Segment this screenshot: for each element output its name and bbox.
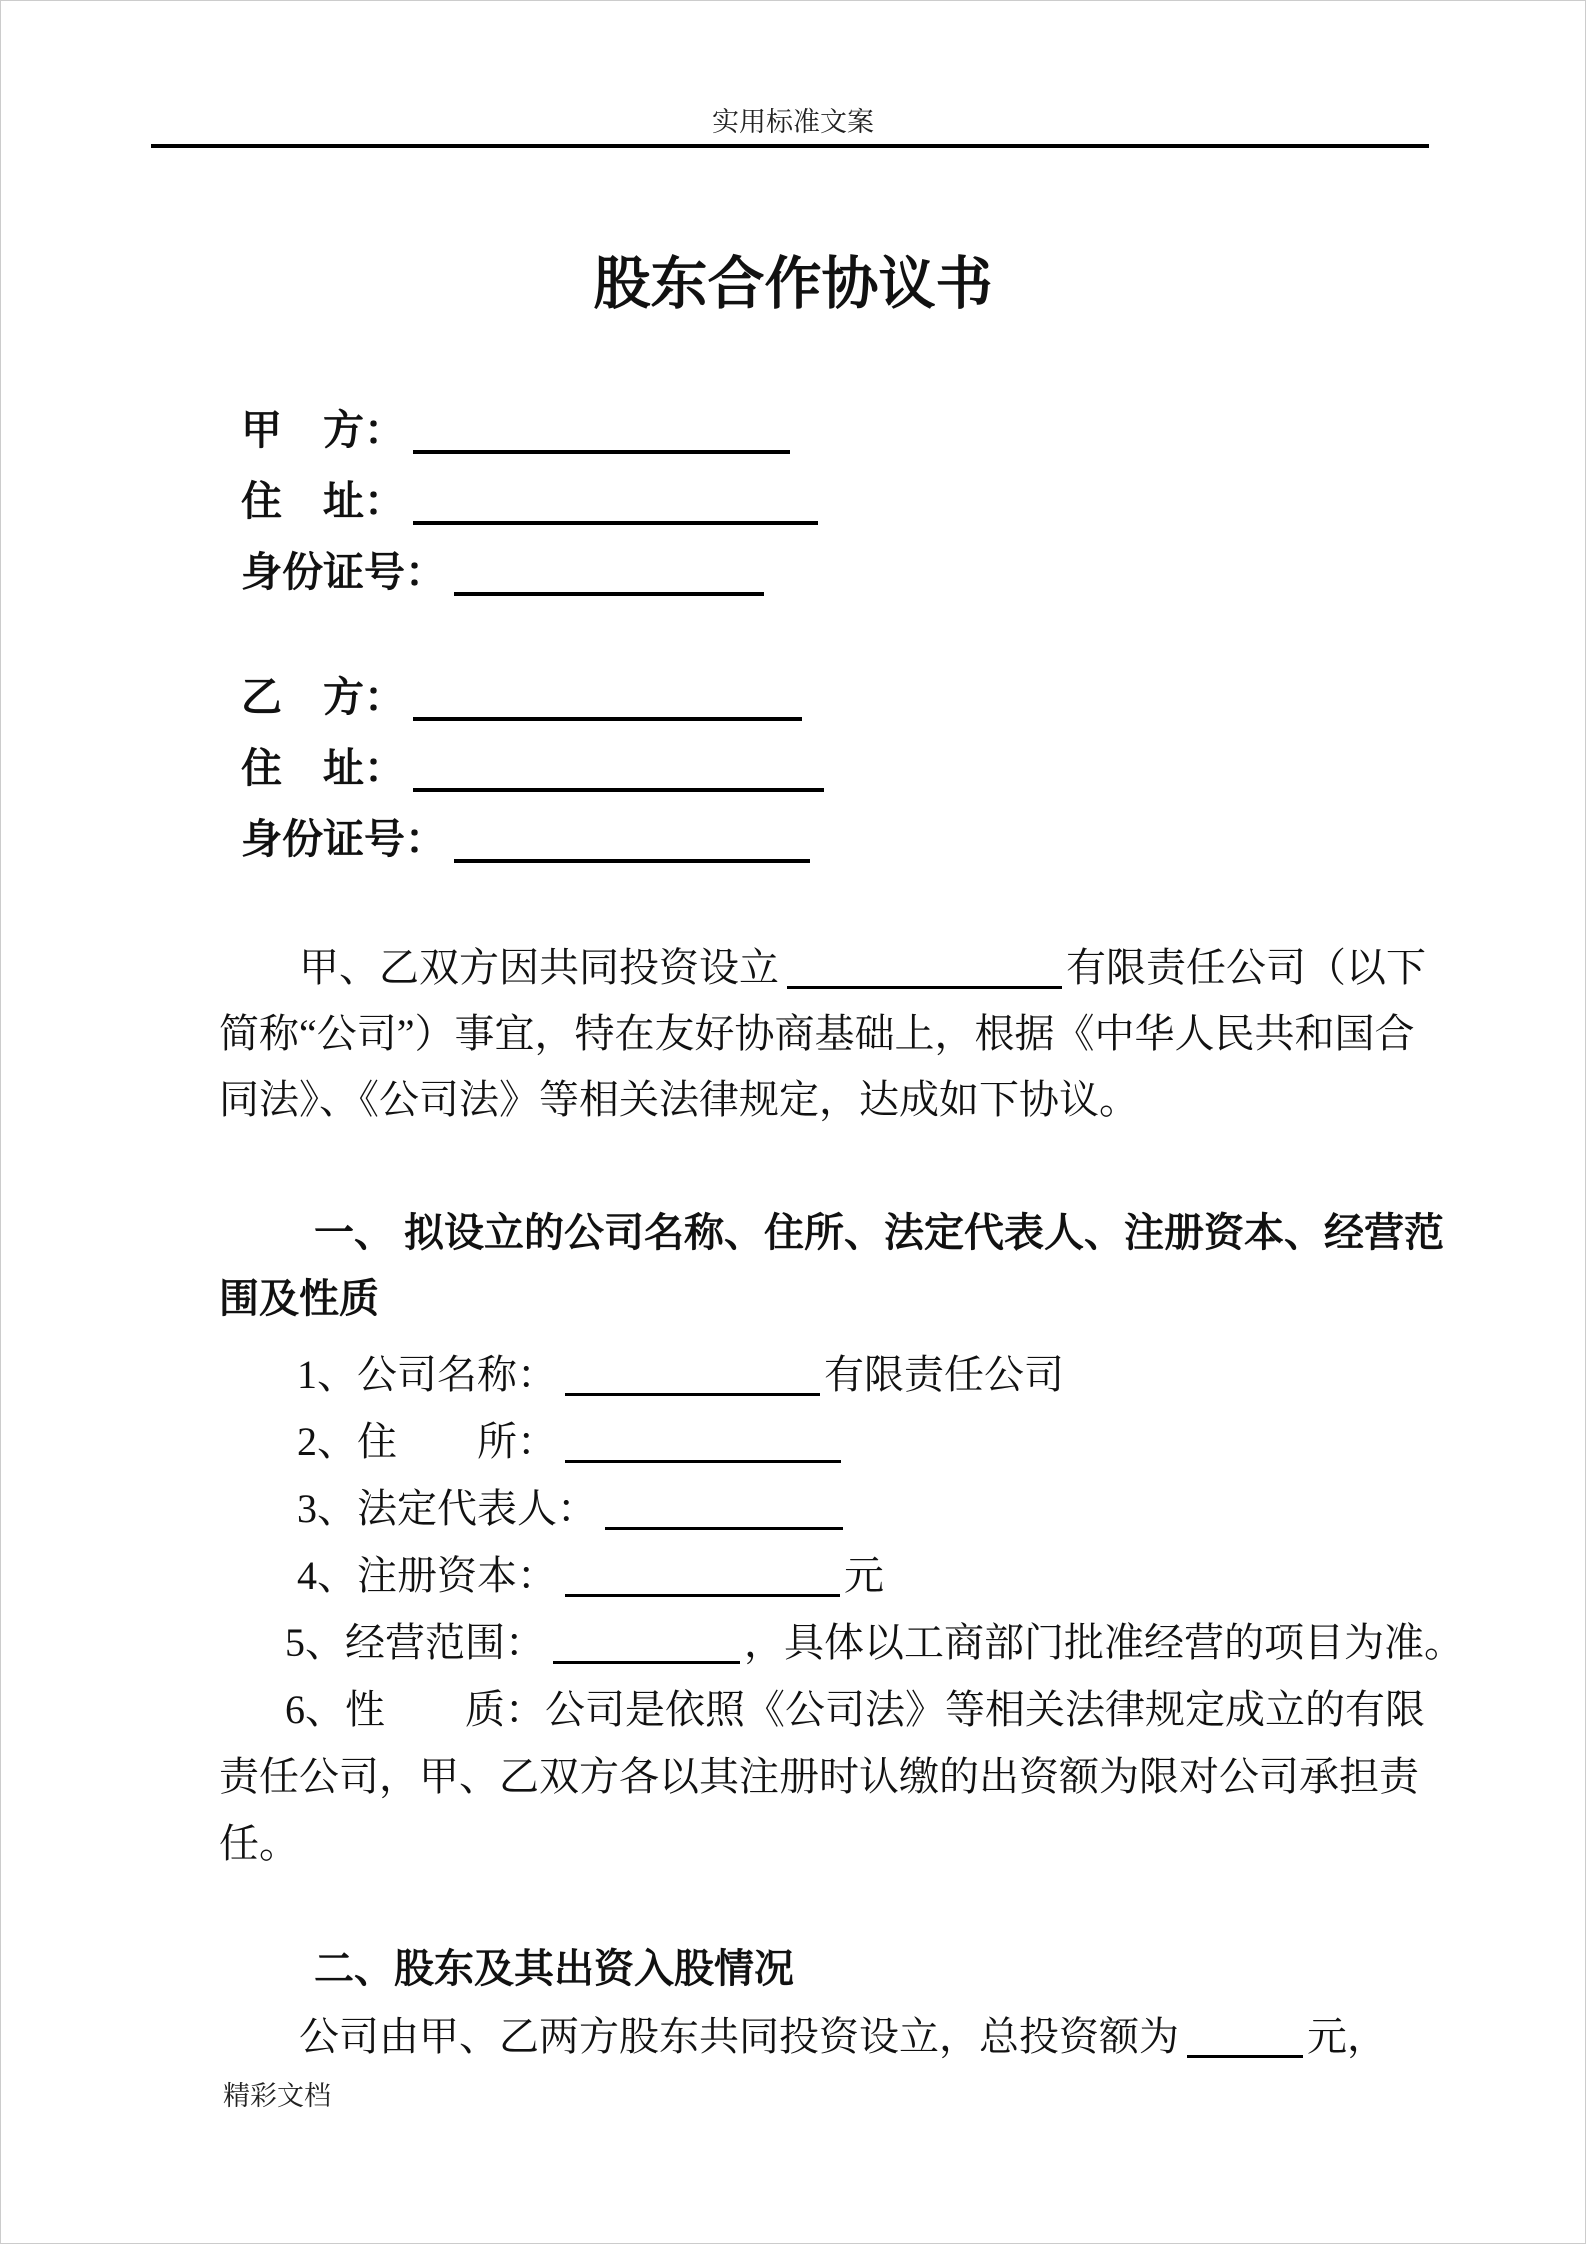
section-2-paragraph: [219, 2003, 1435, 2070]
footer-text: 精彩文档: [223, 2081, 331, 2111]
item-legal-representative-label: 3、法定代表人：: [297, 1486, 597, 1531]
item-company-name: [219, 1341, 1435, 1408]
item-business-scope-label: 5、经营范围：: [285, 1620, 545, 1665]
blank-line: [454, 590, 764, 596]
blank-line: [413, 786, 824, 792]
header-text: 实用标准文案: [712, 107, 874, 137]
blank-line: [413, 715, 802, 721]
document-title: 股东合作协议书: [593, 253, 993, 316]
item-residence: [219, 1408, 1435, 1475]
intro-paragraph: [219, 935, 1435, 1133]
section-1-heading-line-2: 围及性质: [219, 1276, 379, 1321]
section-2-heading: [219, 1935, 1435, 2002]
party-a-block: [241, 395, 822, 608]
page-footer: [223, 2080, 331, 2112]
party-b-name-row: [241, 662, 828, 733]
intro-line-1-pre: 甲、乙双方因共同投资设立: [299, 945, 779, 990]
party-a-address-label: 住 址：: [241, 478, 405, 524]
blank-line: [787, 984, 1062, 989]
item-nature-line-2: 责任公司，甲、乙双方各以其注册时认缴的出资额为限对公司承担责: [219, 1754, 1419, 1799]
party-b-address-label: 住 址：: [241, 745, 405, 791]
section-2-heading-line: 二、股东及其出资入股情况: [314, 1946, 794, 1991]
item-legal-representative: [219, 1475, 1435, 1542]
intro-line-3: 同法》、《公司法》等相关法律规定，达成如下协议。: [219, 1077, 1139, 1122]
item-company-name-label: 1、公司名称：: [297, 1352, 557, 1397]
party-b-id-row: [241, 804, 828, 875]
party-b-id-label: 身份证号：: [241, 816, 446, 862]
blank-line: [1187, 2053, 1303, 2058]
party-a-id-label: 身份证号：: [241, 549, 446, 595]
party-a-name-label: 甲 方：: [241, 407, 405, 453]
party-a-name-row: [241, 395, 822, 466]
item-company-name-suffix: 有限责任公司: [824, 1352, 1064, 1397]
party-b-address-row: [241, 733, 828, 804]
party-b-block: [241, 662, 828, 875]
intro-line-2: 简称“公司”）事宜，特在友好协商基础上，根据《中华人民共和国合: [219, 1011, 1415, 1056]
blank-line: [413, 448, 790, 454]
header-rule: [151, 144, 1429, 148]
blank-line: [565, 1592, 840, 1597]
page-header: [1, 107, 1585, 137]
section-2-paragraph-line: [219, 2003, 1435, 2070]
item-registered-capital: [219, 1542, 1435, 1609]
item-registered-capital-suffix: 元: [844, 1553, 884, 1598]
blank-line: [565, 1458, 841, 1463]
item-registered-capital-label: 4、注册资本：: [297, 1553, 557, 1598]
section-2-paragraph-suffix: 元，: [1307, 2014, 1387, 2059]
item-business-scope-suffix: ，具体以工商部门批准经营的项目为准。: [744, 1620, 1464, 1665]
section-1-items: [219, 1341, 1464, 1877]
blank-line: [605, 1525, 843, 1530]
blank-line: [413, 519, 818, 525]
party-a-address-row: [241, 466, 822, 537]
party-a-id-row: [241, 537, 822, 608]
section-1-heading: [219, 1200, 1444, 1332]
item-residence-label: 2、住 所：: [297, 1419, 557, 1464]
item-business-scope: [219, 1609, 1464, 1676]
blank-line: [454, 857, 810, 863]
section-1-heading-line-1: 一、 拟设立的公司名称、住所、法定代表人、注册资本、经营范: [314, 1210, 1444, 1255]
item-nature-line-3: 任。: [219, 1821, 299, 1866]
blank-line: [553, 1659, 740, 1664]
section-2-paragraph-pre: 公司由甲、乙两方股东共同投资设立，总投资额为: [299, 2014, 1179, 2059]
blank-line: [565, 1391, 820, 1396]
party-b-name-label: 乙 方：: [241, 674, 405, 720]
intro-line-1-post: 有限责任公司（以下: [1066, 945, 1426, 990]
item-nature-line-1: 6、性 质：公司是依照《公司法》等相关法律规定成立的有限: [285, 1687, 1425, 1732]
intro-line-1: [219, 935, 1435, 1001]
